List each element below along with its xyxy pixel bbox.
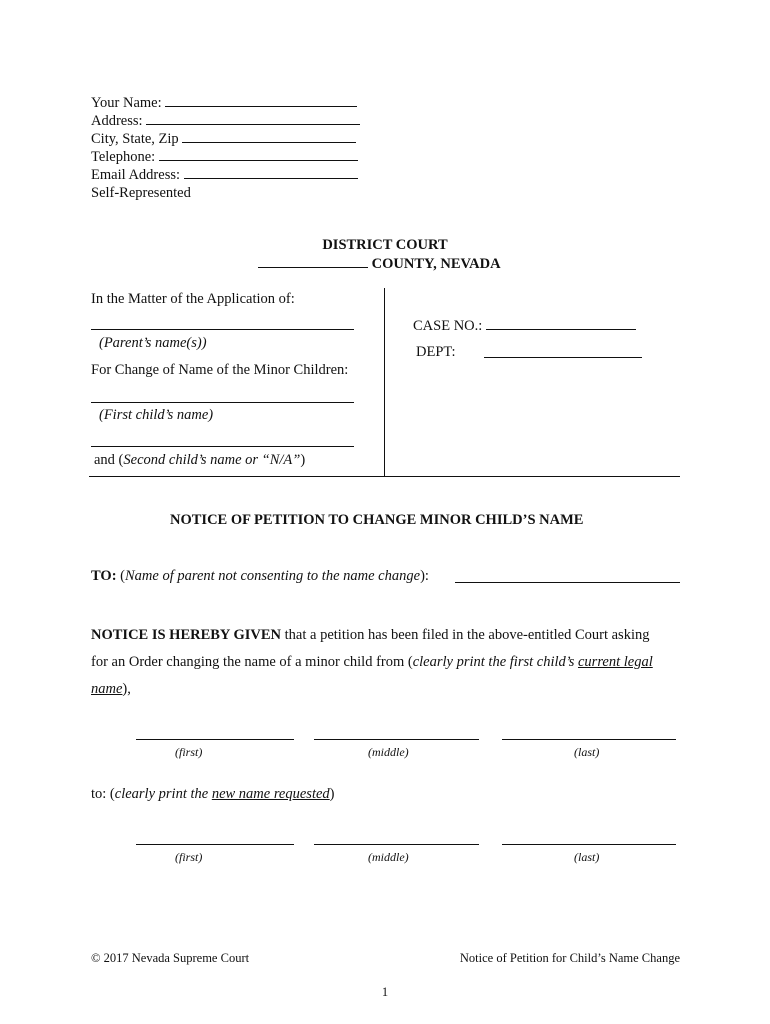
new-middle-name-field[interactable] bbox=[314, 844, 479, 845]
matter-label: In the Matter of the Application of: bbox=[91, 291, 295, 307]
notice-line-3 bbox=[91, 681, 131, 698]
current-middle-name-field[interactable] bbox=[314, 739, 479, 740]
to-open: ( bbox=[120, 568, 125, 584]
notice-underlined-2: name bbox=[91, 681, 123, 697]
and-prefix: and ( bbox=[94, 452, 124, 468]
notice-line-1 bbox=[91, 627, 649, 644]
city-field[interactable] bbox=[182, 130, 356, 143]
parent-name-field[interactable] bbox=[91, 329, 354, 330]
your-name-field[interactable] bbox=[165, 94, 357, 107]
caption-bottom-rule bbox=[89, 476, 680, 477]
to-instruction: Name of parent not consenting to the name change bbox=[125, 568, 421, 584]
case-no-field[interactable] bbox=[486, 317, 636, 330]
parent-name-label: (Parent’s name(s)) bbox=[99, 335, 207, 351]
email-row bbox=[91, 166, 358, 184]
page-number: 1 bbox=[381, 985, 389, 999]
first-child-label: (First child’s name) bbox=[99, 407, 214, 423]
new-first-label: (first) bbox=[175, 850, 203, 864]
current-middle-label: (middle) bbox=[368, 745, 409, 759]
second-child-row bbox=[94, 452, 305, 469]
to-new-prefix: to: ( bbox=[91, 786, 115, 802]
second-child-label: Second child’s name or “N/A” bbox=[123, 452, 301, 468]
notice-bold: NOTICE IS HEREBY GIVEN bbox=[91, 627, 282, 643]
current-first-label: (first) bbox=[175, 745, 203, 759]
current-last-name-field[interactable] bbox=[502, 739, 676, 740]
footer-form-title: Notice of Petition for Child’s Name Change bbox=[459, 951, 680, 965]
to-label: TO: bbox=[91, 568, 117, 584]
case-no-label: CASE NO.: bbox=[413, 318, 483, 334]
notice-line-2 bbox=[91, 654, 653, 671]
to-new-name-row bbox=[91, 786, 335, 803]
notice-text-1: that a petition has been filed in the above-entitled Court asking bbox=[281, 627, 650, 643]
current-first-name-field[interactable] bbox=[136, 739, 294, 740]
caption-divider bbox=[384, 288, 385, 477]
current-last-label: (last) bbox=[574, 745, 600, 759]
and-suffix: ) bbox=[300, 452, 306, 468]
footer-copyright: © 2017 Nevada Supreme Court bbox=[91, 951, 250, 965]
city-label: City, State, Zip bbox=[91, 131, 179, 147]
new-last-label: (last) bbox=[574, 850, 600, 864]
county-label: COUNTY, NEVADA bbox=[371, 256, 501, 272]
notice-underlined-1: current legal bbox=[577, 654, 653, 670]
telephone-label: Telephone: bbox=[91, 149, 156, 165]
notice-italic-1: clearly print the first child’s bbox=[412, 654, 578, 670]
to-new-underlined: new name requested bbox=[211, 786, 330, 802]
email-field[interactable] bbox=[184, 166, 358, 179]
non-consenting-parent-field[interactable] bbox=[455, 582, 680, 583]
address-row bbox=[91, 112, 360, 130]
to-new-close: ) bbox=[329, 786, 335, 802]
to-row bbox=[91, 568, 429, 585]
to-new-italic: clearly print the bbox=[114, 786, 212, 802]
email-label: Email Address: bbox=[91, 167, 181, 183]
self-represented: Self-Represented bbox=[91, 185, 191, 201]
second-child-field[interactable] bbox=[91, 446, 354, 447]
your-name-row bbox=[91, 94, 357, 112]
new-last-name-field[interactable] bbox=[502, 844, 676, 845]
document-title: NOTICE OF PETITION TO CHANGE MINOR CHILD’S NAME bbox=[170, 512, 584, 528]
new-first-name-field[interactable] bbox=[136, 844, 294, 845]
for-change-label: For Change of Name of the Minor Children: bbox=[91, 362, 349, 378]
your-name-label: Your Name: bbox=[91, 95, 162, 111]
city-row bbox=[91, 130, 356, 148]
notice-close: ), bbox=[122, 681, 131, 697]
court-name: DISTRICT COURT bbox=[322, 237, 448, 253]
telephone-field[interactable] bbox=[159, 148, 358, 161]
notice-text-2: for an Order changing the name of a minor child from ( bbox=[91, 654, 413, 670]
new-middle-label: (middle) bbox=[368, 850, 409, 864]
telephone-row bbox=[91, 148, 358, 166]
county-field[interactable] bbox=[258, 255, 368, 268]
address-label: Address: bbox=[91, 113, 143, 129]
address-field[interactable] bbox=[146, 112, 360, 125]
case-no-row bbox=[413, 317, 636, 335]
dept-field[interactable] bbox=[484, 357, 642, 358]
to-close: ): bbox=[420, 568, 429, 584]
dept-label: DEPT: bbox=[416, 344, 456, 360]
county-row bbox=[258, 255, 501, 273]
first-child-field[interactable] bbox=[91, 402, 354, 403]
